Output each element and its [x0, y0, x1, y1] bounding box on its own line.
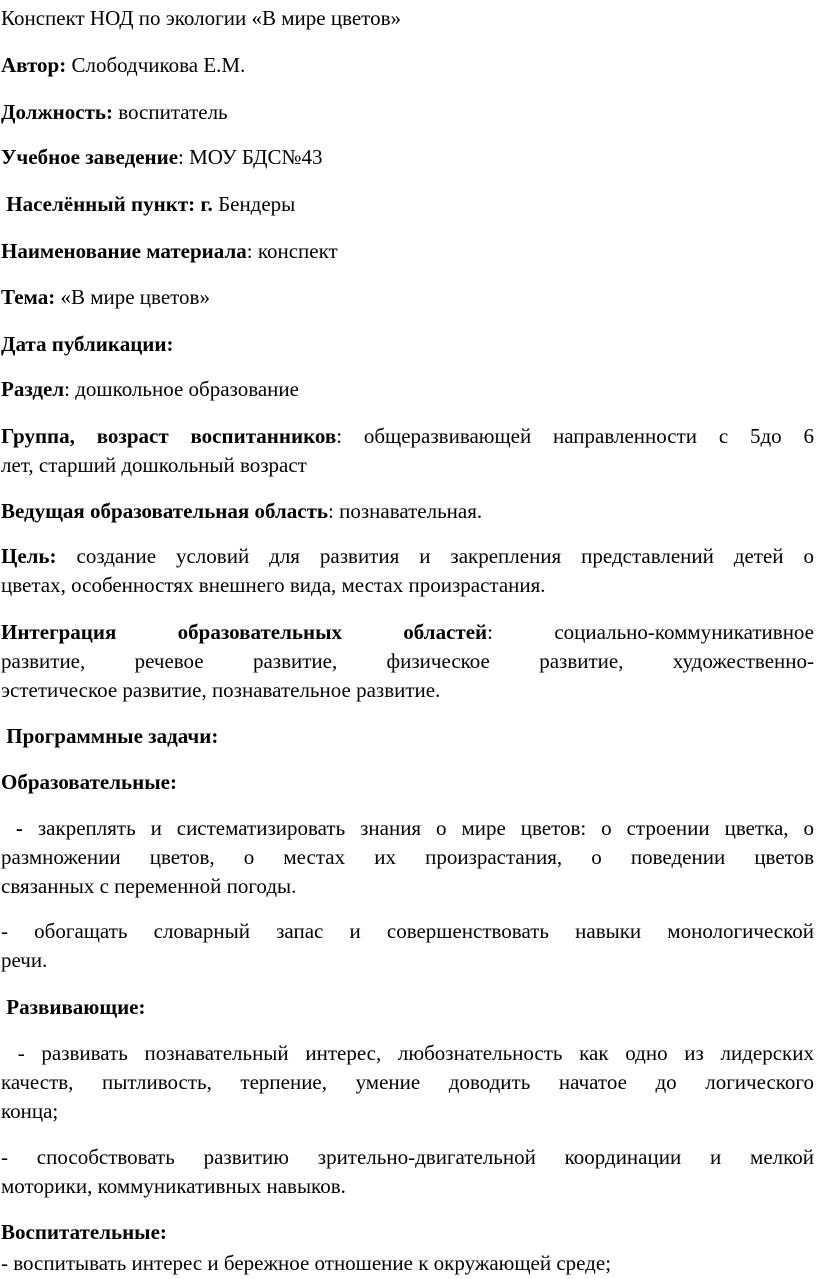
topic-line	[1, 283, 814, 312]
integration-text-2: развитие, речевое развитие, физическое развитие, художественно-	[1, 649, 814, 673]
group-line-2	[1, 451, 814, 480]
goal-label: Цель:	[1, 544, 57, 568]
educational-heading	[1, 768, 814, 797]
developing-item-1-line-1	[1, 1039, 814, 1068]
integration-line-1	[1, 618, 814, 647]
section-value: : дошкольное образование	[64, 377, 299, 401]
pubdate-label: Дата публикации:	[1, 332, 174, 356]
material-value: : конспект	[246, 239, 338, 263]
tasks-heading-text: Программные задачи:	[1, 724, 219, 748]
developing-item-1-text-2: качеств, пытливость, терпение, умение доводить начатое до логического	[1, 1070, 814, 1094]
section-label: Раздел	[1, 377, 65, 401]
position-label: Должность:	[1, 100, 114, 124]
material-line	[1, 237, 814, 266]
educational-item-1-text-3: связанных с переменной погоды.	[1, 874, 297, 898]
educational-item-1-line-1	[1, 814, 814, 843]
position-value: воспитатель	[113, 100, 228, 124]
area-label: Ведущая образовательная область	[1, 499, 329, 523]
group-value-2: лет, старший дошкольный возраст	[1, 453, 307, 477]
group-value-1: : общеразвивающей направленности с 5до 6	[336, 424, 814, 448]
upbringing-item-1-line-1	[1, 1249, 814, 1278]
author-value: Слободчикова Е.М.	[66, 53, 246, 77]
educational-item-2-line-1	[1, 917, 814, 946]
integration-line-2	[1, 647, 814, 676]
pubdate-line	[1, 330, 814, 359]
locality-line	[1, 190, 814, 219]
group-line-1	[1, 422, 814, 451]
tasks-heading	[1, 722, 814, 751]
developing-item-1-text-3: конца;	[1, 1099, 59, 1123]
document-title	[1, 4, 814, 33]
topic-value: «В мире цветов»	[55, 285, 210, 309]
institution-value: : МОУ БДС№43	[178, 145, 323, 169]
integration-text-3: эстетическое развитие, познавательное развитие.	[1, 678, 441, 702]
integration-label: Интеграция образовательных областей	[1, 620, 488, 644]
developing-item-2-text-1: - способствовать развитию зрительно-двигательной координации и мелкой	[1, 1145, 814, 1169]
upbringing-heading	[1, 1218, 814, 1247]
educational-heading-text: Образовательные:	[1, 770, 177, 794]
title-text: Конспект НОД по экологии «В мире цветов»	[1, 6, 401, 30]
educational-item-1-line-2	[1, 843, 814, 872]
developing-heading-text: Развивающие:	[1, 995, 146, 1019]
educational-item-2-text-2: речи.	[1, 948, 48, 972]
institution-line	[1, 143, 814, 172]
educational-item-1-dash: -	[1, 816, 23, 840]
area-value: : познавательная.	[328, 499, 483, 523]
group-label: Группа, возраст воспитанников	[1, 424, 337, 448]
developing-item-2-line-1	[1, 1143, 814, 1172]
author-line	[1, 51, 814, 80]
upbringing-heading-text: Воспитательные:	[1, 1220, 167, 1244]
developing-item-2-text-2: моторики, коммуникативных навыков.	[1, 1174, 346, 1198]
area-line	[1, 497, 814, 526]
developing-item-1-text-1: - развивать познавательный интерес, любознательность как одно из лидерских	[1, 1041, 814, 1065]
educational-item-2-text-1: - обогащать словарный запас и совершенствовать навыки монологической	[1, 919, 814, 943]
educational-item-1-text-2: размножении цветов, о местах их произрастания, о поведении цветов	[1, 845, 814, 869]
integration-line-3	[1, 676, 814, 705]
goal-line-1	[1, 542, 814, 571]
goal-line-2	[1, 571, 814, 600]
educational-item-1-line-3	[1, 872, 814, 901]
developing-item-1-line-2	[1, 1068, 814, 1097]
educational-item-1-text-1: закреплять и систематизировать знания о мире цветов: о строении цветка, о	[22, 816, 814, 840]
author-label: Автор:	[1, 53, 67, 77]
educational-item-2-line-2	[1, 946, 814, 975]
section-line	[1, 375, 814, 404]
developing-item-2-line-2	[1, 1172, 814, 1201]
goal-text-2: цветах, особенностях внешнего вида, местах произрастания.	[1, 573, 546, 597]
locality-value: Бендеры	[212, 192, 296, 216]
integration-text-1: : социально-коммуникативное	[487, 620, 815, 644]
goal-text-1: создание условий для развития и закрепления представлений детей о	[56, 544, 814, 568]
material-label: Наименование материала	[1, 239, 247, 263]
upbringing-item-1-text-1: - воспитывать интерес и бережное отношение к окружающей среде;	[1, 1251, 612, 1275]
developing-item-1-line-3	[1, 1097, 814, 1126]
position-line	[1, 98, 814, 127]
topic-label: Тема:	[1, 285, 56, 309]
institution-label: Учебное заведение	[1, 145, 179, 169]
developing-heading	[1, 993, 814, 1022]
locality-label: Населённый пункт: г.	[1, 192, 213, 216]
